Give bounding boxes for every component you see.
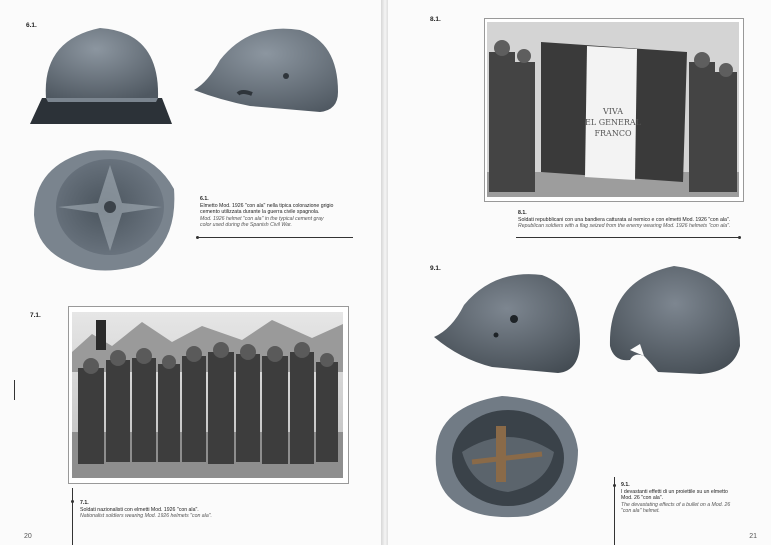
figure-8-1-caption [518,210,768,230]
caption-9-1-vertical-rule [614,477,615,545]
figure-9-1-caption-number: 9.1. [621,482,630,488]
figure-7-1-number: 7.1. [30,312,41,319]
figure-9-1-number: 9.1. [430,265,441,272]
figure-6-1-caption-en-1: Mod. 1926 helmet "con ala" in the typical cement gray [200,215,324,222]
figure-9-1-caption-en-1: The devastating effects of a bullet on a Mod. 26 [621,501,731,508]
figure-6-1-caption-it-1: Elmetto Mod. 1926 "con ala" nella tipica colorazione grigio [200,202,334,209]
helmet-front-photo [28,20,178,128]
left-page [0,0,383,545]
figure-8-1-caption-it: Soldati repubblicani con una bandiera catturata al nemico e con elmetti Mod. 1926 "con ala". [518,216,731,223]
flag-text-line-1: VIVA [603,107,623,116]
flag-text-line-3: FRANCO [594,129,632,138]
damaged-helmet-side-photo [432,265,582,377]
flag-text-line-2: EL GENERAL [585,118,641,127]
figure-6-1-caption-it-2: cemento utilizzata durante la guerra civile spagnola. [200,209,320,216]
helmet-side-photo [190,20,340,115]
nationalist-soldiers-photo [72,312,343,478]
figure-6-1-caption-number: 6.1. [200,196,209,202]
figure-8-1-number: 8.1. [430,16,441,23]
figure-7-1-caption-en: Nationalist soldiers wearing Mod. 1926 helmets "con ala". [80,513,212,520]
figure-9-1-caption-it-1: I devastanti effetti di un proiettile su un elmetto [621,488,728,495]
figure-8-1-caption-en: Republican soldiers with a flag seized from the enemy wearing Mod. 1926 helmets "con ala". [518,223,731,230]
right-page [388,0,771,545]
caption-9-1-bullet [613,484,616,487]
left-margin-mark [14,380,15,400]
page-number-right: 21 [749,533,757,540]
figure-6-1-number: 6.1. [26,22,37,29]
figure-7-1-caption-number: 7.1. [80,500,89,506]
caption-8-1-bullet [738,236,741,239]
damaged-helmet-rear-photo [604,260,744,378]
figure-8-1-caption-number: 8.1. [518,210,527,216]
figure-6-1-caption-en-2: color used during the Spanish Civil War. [200,222,292,229]
caption-8-1-rule [516,237,740,238]
page-number-left: 20 [24,533,32,540]
figure-9-1-caption-it-2: Mod. 26 "con ala". [621,495,664,502]
figure-9-1-caption [621,482,766,515]
helmet-interior-photo [30,145,178,273]
caption-7-1-vertical-rule [72,488,73,545]
figure-6-1-caption [200,196,375,229]
figure-7-1-caption-it: Soldati nazionalisti con elmetti Mod. 1926 "con ala". [80,506,199,513]
republican-soldiers-flag-photo [487,22,739,197]
figure-7-1-caption [80,500,370,520]
caption-7-1-bullet [71,500,74,503]
figure-9-1-caption-en-2: "con ala" helmet. [621,508,660,515]
caption-6-1-rule [198,237,353,238]
damaged-helmet-interior-photo [432,392,582,520]
